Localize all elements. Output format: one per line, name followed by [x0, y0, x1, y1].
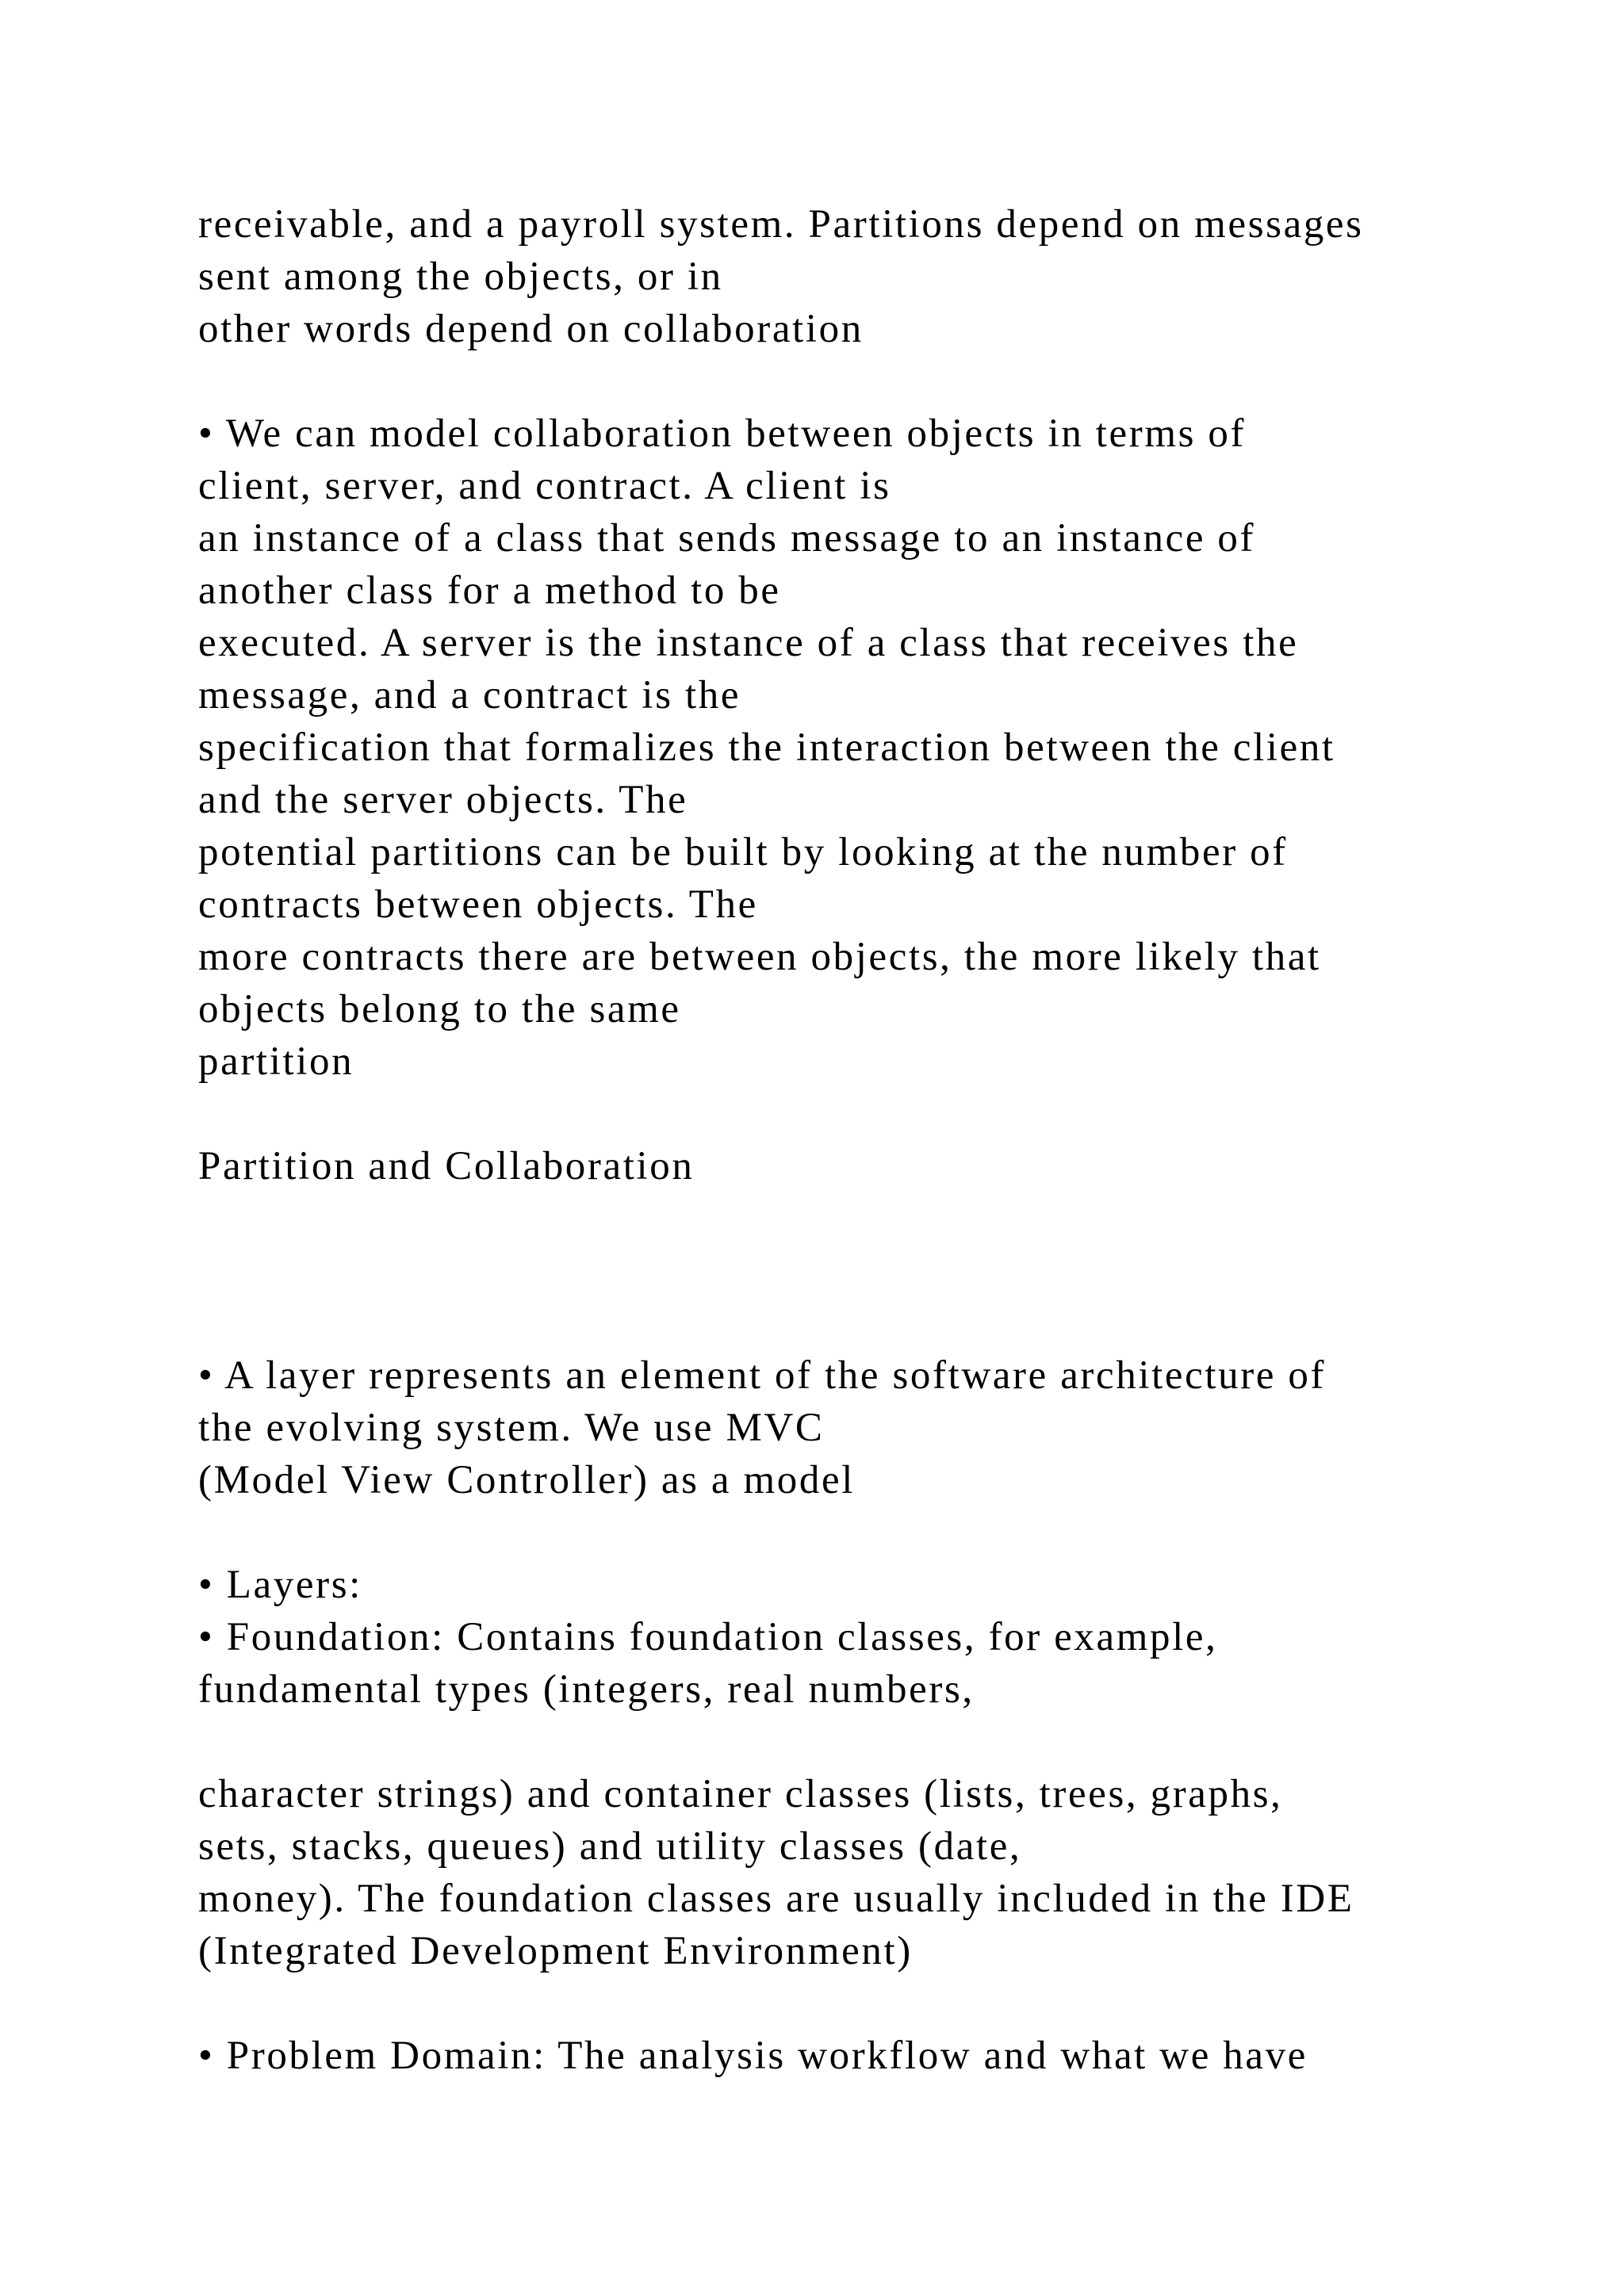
text-line: contracts between objects. The: [198, 882, 758, 927]
text-line: and the server objects. The: [198, 778, 688, 822]
text-line: other words depend on collaboration: [198, 307, 864, 351]
text-line: the evolving system. We use MVC: [198, 1406, 825, 1450]
text-line: • We can model collaboration between objects in terms of: [198, 411, 1247, 456]
text-line: more contracts there are between objects, the more likely that: [198, 935, 1321, 979]
blank-line: [198, 1506, 1546, 1559]
text-line: partition: [198, 1039, 354, 1084]
text-line: character strings) and container classes (lists, trees, graphs,: [198, 1772, 1283, 1816]
text-line: receivable, and a payroll system. Partitions depend on messages: [198, 202, 1364, 247]
text-line: an instance of a class that sends message to an instance of: [198, 516, 1256, 561]
text-line: client, server, and contract. A client is: [198, 464, 891, 508]
text-line: • Foundation: Contains foundation classes, for example,: [198, 1615, 1218, 1659]
blank-gap: [198, 1192, 1546, 1349]
text-line: sets, stacks, queues) and utility classes (date,: [198, 1824, 1022, 1869]
blank-line: [198, 1977, 1546, 2030]
text-line: specification that formalizes the interaction between the client: [198, 725, 1335, 770]
text-line: • A layer represents an element of the software architecture of: [198, 1353, 1327, 1398]
text-line: another class for a method to be: [198, 568, 781, 613]
text-line: (Model View Controller) as a model: [198, 1458, 855, 1502]
text-line: • Layers:: [198, 1563, 362, 1607]
text-line: objects belong to the same: [198, 987, 681, 1031]
blank-line: [198, 355, 1546, 408]
text-line: potential partitions can be built by looking at the number of: [198, 830, 1288, 874]
text-line: executed. A server is the instance of a class that receives the: [198, 621, 1299, 665]
text-line: message, and a contract is the: [198, 673, 741, 718]
text-line: fundamental types (integers, real numbers,: [198, 1667, 975, 1712]
blank-line: [198, 1716, 1546, 1768]
document-body: [198, 198, 1546, 2082]
section-heading: Partition and Collaboration: [198, 1144, 695, 1188]
text-line: (Integrated Development Environment): [198, 1929, 913, 1973]
text-line: money). The foundation classes are usually included in the IDE: [198, 1877, 1354, 1921]
blank-line: [198, 1088, 1546, 1140]
text-line: sent among the objects, or in: [198, 254, 723, 299]
text-line: • Problem Domain: The analysis workflow and what we have: [198, 2034, 1308, 2078]
